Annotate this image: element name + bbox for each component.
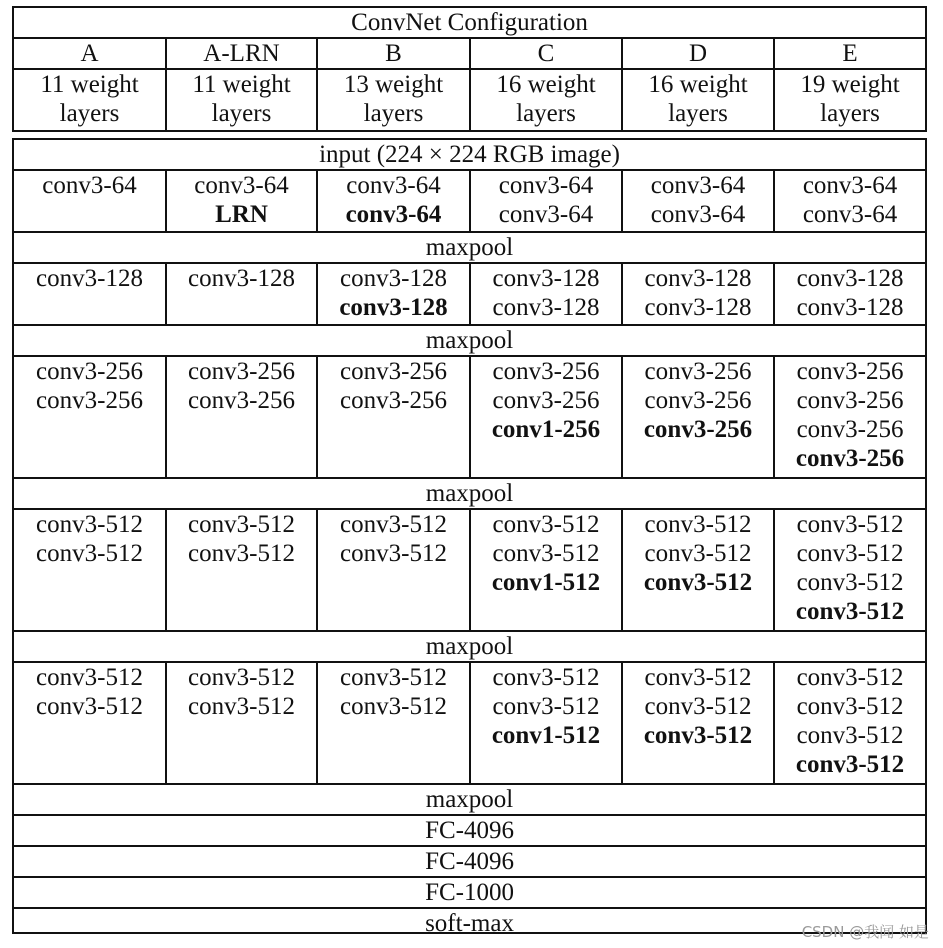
layer-cell [166, 662, 317, 784]
softmax-row: soft-max [14, 908, 925, 939]
layer-cell [774, 170, 925, 232]
header-table-frame [12, 6, 927, 132]
config-name-c: C [470, 38, 622, 69]
config-name-row [14, 38, 925, 69]
layer-cell [622, 356, 774, 478]
maxpool-row: maxpool [14, 325, 925, 356]
layer-label: conv3-64 [194, 172, 289, 199]
layer-label: conv3-512 [492, 540, 600, 567]
layer-cell [774, 263, 925, 325]
layer-label: conv3-512 [340, 693, 447, 720]
added-layer-label: conv3-256 [643, 416, 753, 443]
layer-label: conv3-512 [644, 540, 752, 567]
layer-label: conv3-512 [796, 693, 904, 720]
table-title: ConvNet Configuration [14, 8, 925, 38]
layer-label: conv3-256 [36, 387, 143, 414]
layer-label: conv3-256 [492, 358, 600, 385]
fc-row: FC-4096 [14, 815, 925, 846]
config-name-b: B [317, 38, 470, 69]
layer-cell [317, 170, 470, 232]
added-layer-label: conv3-512 [795, 751, 905, 778]
layer-label: conv3-128 [644, 265, 752, 292]
layer-label: conv3-256 [796, 387, 904, 414]
added-layer-label: conv3-128 [339, 294, 448, 321]
layer-cell [470, 509, 622, 631]
layer-label: conv3-512 [188, 693, 295, 720]
layer-cell [166, 509, 317, 631]
layer-label: conv3-64 [802, 201, 898, 228]
layer-label: conv3-128 [796, 294, 904, 321]
layer-label: conv3-64 [498, 172, 594, 199]
layer-cell [774, 356, 925, 478]
layer-label: conv3-512 [188, 664, 295, 691]
layer-label: conv3-256 [644, 358, 752, 385]
added-layer-label: conv3-512 [795, 598, 905, 625]
layer-label: conv3-512 [36, 693, 143, 720]
layer-label: conv3-256 [188, 358, 295, 385]
layer-cell [317, 662, 470, 784]
layer-label: conv3-512 [188, 511, 295, 538]
layer-label: conv3-256 [36, 358, 143, 385]
depth-line: 16 weight [648, 71, 748, 98]
layer-label: conv3-512 [340, 540, 447, 567]
layer-label: conv3-64 [650, 172, 746, 199]
layer-label: conv3-128 [492, 294, 600, 321]
depth-line: layers [211, 100, 272, 127]
config-name-a: A [14, 38, 166, 69]
maxpool-row: maxpool [14, 631, 925, 662]
maxpool-row: maxpool [14, 784, 925, 815]
layer-label: conv3-512 [644, 511, 752, 538]
layer-label: conv3-512 [796, 664, 904, 691]
layer-label: conv3-256 [796, 358, 904, 385]
layer-label: conv3-128 [796, 265, 904, 292]
maxpool-row: maxpool [14, 478, 925, 509]
fc-row: FC-4096 [14, 846, 925, 877]
added-layer-label: conv1-512 [491, 569, 601, 596]
config-name-e: E [774, 38, 925, 69]
depth-line: 11 weight [40, 71, 139, 98]
layer-label: conv3-256 [340, 358, 447, 385]
layer-cell [470, 662, 622, 784]
layer-label: conv3-256 [796, 416, 904, 443]
depth-line: layers [516, 100, 576, 127]
layer-cell [14, 509, 166, 631]
layer-label: conv3-512 [188, 540, 295, 567]
layer-cell [317, 356, 470, 478]
layer-block-row [14, 170, 925, 232]
config-depth-a-lrn [166, 69, 317, 130]
layer-label: conv3-256 [492, 387, 600, 414]
layer-cell [622, 509, 774, 631]
added-layer-label: conv3-64 [345, 201, 442, 228]
header-table [14, 8, 925, 130]
layer-block-row [14, 509, 925, 631]
depth-line: 16 weight [496, 71, 596, 98]
layer-cell [470, 263, 622, 325]
layer-table [14, 140, 925, 939]
config-name-d: D [622, 38, 774, 69]
config-name-a-lrn: A-LRN [166, 38, 317, 69]
layer-cell [774, 662, 925, 784]
config-depth-c [470, 69, 622, 130]
depth-line: 19 weight [800, 71, 900, 98]
layer-label: conv3-512 [36, 540, 143, 567]
layer-cell [774, 509, 925, 631]
layer-cell [622, 662, 774, 784]
layer-block-row [14, 662, 925, 784]
layer-cell [470, 356, 622, 478]
layer-label: conv3-512 [492, 664, 600, 691]
layer-label: conv3-512 [340, 511, 447, 538]
layer-cell [166, 170, 317, 232]
layer-label: conv3-128 [644, 294, 752, 321]
layer-block-row [14, 356, 925, 478]
layer-label: conv3-512 [340, 664, 447, 691]
layer-cell [470, 170, 622, 232]
layer-cell [14, 170, 166, 232]
layer-cell [14, 263, 166, 325]
layer-label: conv3-256 [340, 387, 447, 414]
added-layer-label: conv1-512 [491, 722, 601, 749]
depth-line: 13 weight [343, 71, 444, 98]
config-depth-a [14, 69, 166, 130]
layer-label: conv3-512 [492, 693, 600, 720]
layer-label: conv3-64 [802, 172, 898, 199]
layer-label: conv3-512 [796, 511, 904, 538]
config-depth-row [14, 69, 925, 130]
depth-line: layers [363, 100, 424, 127]
depth-line: layers [820, 100, 880, 127]
layer-label: conv3-512 [644, 664, 752, 691]
layer-label: conv3-512 [796, 540, 904, 567]
layer-label: conv3-512 [644, 693, 752, 720]
input-row: input (224 × 224 RGB image) [14, 140, 925, 170]
layer-cell [622, 263, 774, 325]
layer-label: conv3-128 [188, 265, 295, 292]
added-layer-label: conv3-512 [643, 569, 753, 596]
added-layer-label: conv3-256 [795, 445, 905, 472]
depth-line: 11 weight [192, 71, 291, 98]
layer-label: conv3-512 [796, 569, 904, 596]
added-layer-label: conv3-512 [643, 722, 753, 749]
layer-label: conv3-64 [42, 172, 137, 199]
layer-block-row [14, 263, 925, 325]
layer-label: conv3-64 [650, 201, 746, 228]
layer-cell [317, 263, 470, 325]
layer-label: conv3-64 [346, 172, 441, 199]
fc-row: FC-1000 [14, 877, 925, 908]
depth-line: layers [668, 100, 728, 127]
maxpool-row: maxpool [14, 232, 925, 263]
layer-label: conv3-512 [36, 511, 143, 538]
layer-label: conv3-128 [340, 265, 447, 292]
watermark-text: CSDN @我闻 如是 [801, 923, 929, 941]
added-layer-label: LRN [215, 201, 268, 228]
layer-label: conv3-512 [36, 664, 143, 691]
layer-label: conv3-256 [188, 387, 295, 414]
layer-table-frame [12, 138, 927, 937]
layer-label: conv3-128 [492, 265, 600, 292]
config-depth-e [774, 69, 925, 130]
layer-cell [166, 356, 317, 478]
layer-cell [14, 356, 166, 478]
config-depth-b [317, 69, 470, 130]
depth-line: layers [59, 100, 120, 127]
layer-label: conv3-256 [644, 387, 752, 414]
config-depth-d [622, 69, 774, 130]
layer-label: conv3-128 [36, 265, 143, 292]
layer-label: conv3-512 [492, 511, 600, 538]
layer-cell [622, 170, 774, 232]
layer-cell [317, 509, 470, 631]
layer-cell [166, 263, 317, 325]
layer-label: conv3-64 [498, 201, 594, 228]
added-layer-label: conv1-256 [491, 416, 601, 443]
layer-label: conv3-512 [796, 722, 904, 749]
layer-cell [14, 662, 166, 784]
